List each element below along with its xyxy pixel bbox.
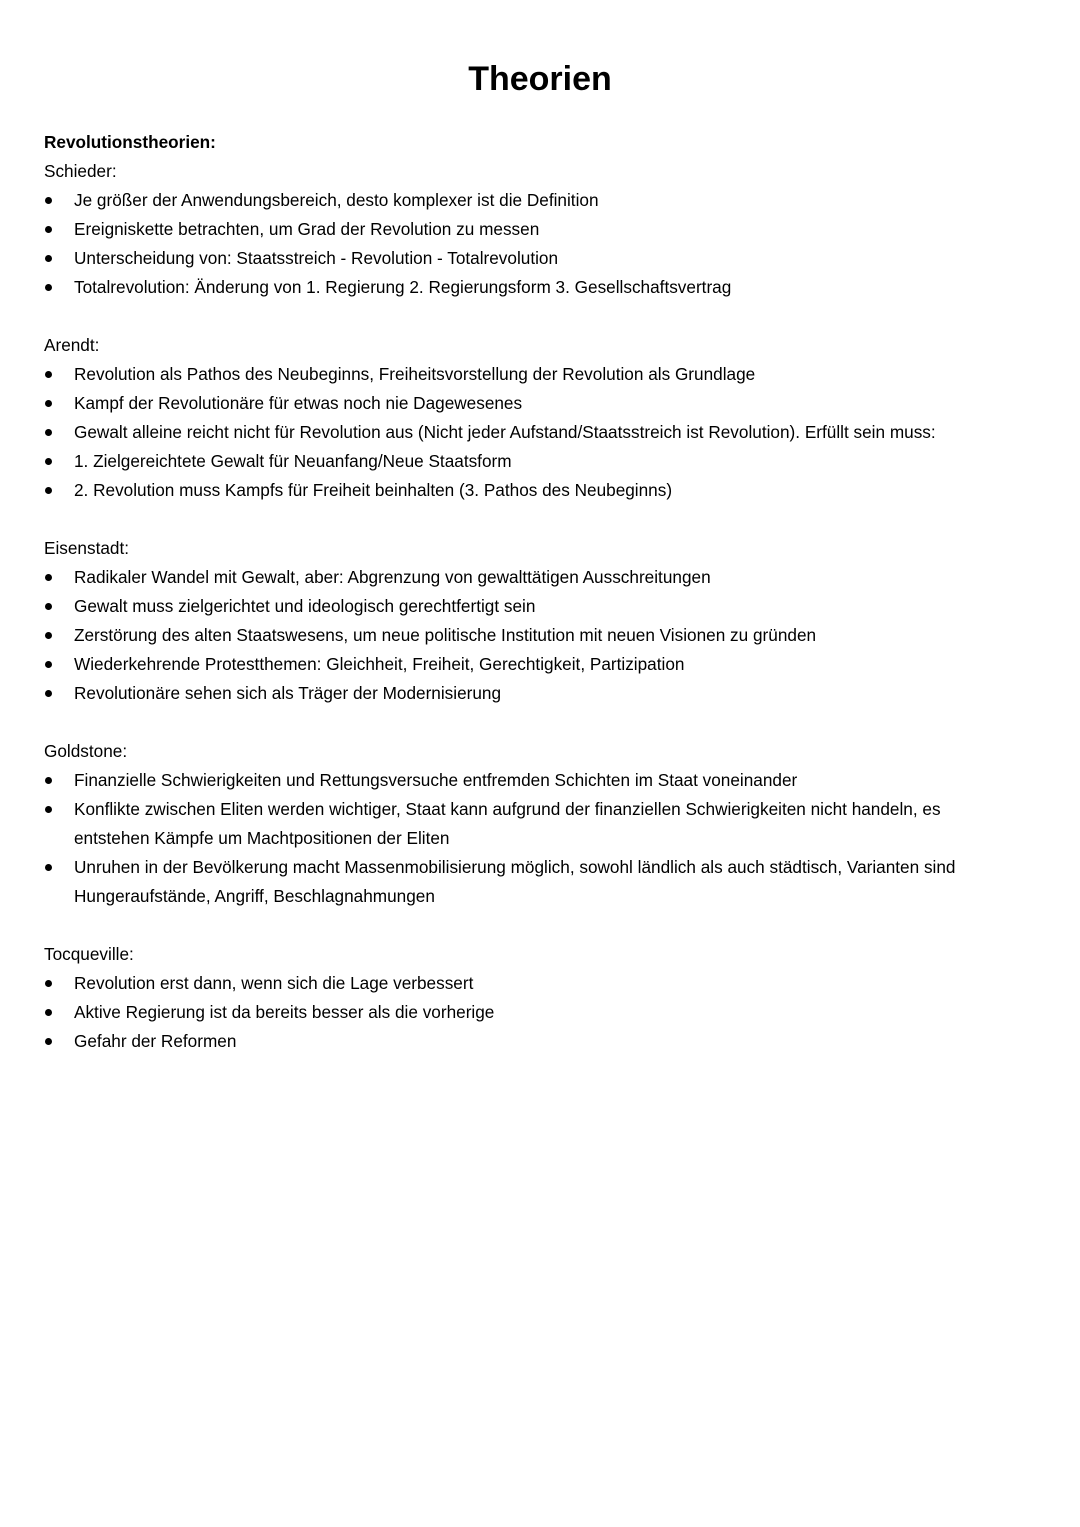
list-item-text: Zerstörung des alten Staatswesens, um neue politische Institution mit neuen Visionen zu gründen [74,625,817,645]
list-item [44,389,1004,418]
list-item [44,273,1004,302]
list-item [44,592,1004,621]
list-item-text: Finanzielle Schwierigkeiten und Rettungsversuche entfremden Schichten im Staat voneinander [74,770,798,790]
list-item [44,476,1004,505]
list-item [44,853,1004,911]
bullet-icon [45,197,52,204]
list-item-text: Revolution als Pathos des Neubeginns, Freiheitsvorstellung der Revolution als Grundlage [74,364,756,384]
bullet-icon [45,255,52,262]
bullet-icon [45,458,52,465]
bullet-icon [45,400,52,407]
section-goldstone [44,737,1004,911]
list-item [44,969,1004,998]
section-tocqueville [44,940,1004,1056]
list-item-text: Ereigniskette betrachten, um Grad der Revolution zu messen [74,219,540,239]
bullet-icon [45,777,52,784]
section-schieder [44,157,1004,302]
bullet-list [44,360,1004,505]
list-item-text: 2. Revolution muss Kampfs für Freiheit beinhalten (3. Pathos des Neubeginns) [74,480,673,500]
bullet-list [44,563,1004,708]
bullet-icon [45,226,52,233]
section-label: Arendt: [44,335,100,355]
list-item [44,447,1004,476]
bullet-list [44,186,1004,302]
bullet-list [44,969,1004,1056]
document-content [44,128,1004,1056]
bullet-icon [45,574,52,581]
bullet-icon [45,284,52,291]
list-item-text: Unruhen in der Bevölkerung macht Massenmobilisierung möglich, sowohl ländlich als auch städtisch, Varianten sind Hungeraufstände, Angriff, Beschlagnahmungen [74,857,956,906]
bullet-icon [45,661,52,668]
list-item-text: Kampf der Revolutionäre für etwas noch nie Dagewesenes [74,393,523,413]
bullet-icon [45,864,52,871]
list-item-text: Radikaler Wandel mit Gewalt, aber: Abgrenzung von gewalttätigen Ausschreitungen [74,567,711,587]
list-item [44,766,1004,795]
section-label: Eisenstadt: [44,538,130,558]
section-label: Goldstone: [44,741,128,761]
list-item [44,186,1004,215]
list-item-text: Totalrevolution: Änderung von 1. Regierung 2. Regierungsform 3. Gesellschaftsvertrag [74,277,732,297]
list-item-text: Unterscheidung von: Staatsstreich - Revolution - Totalrevolution [74,248,559,268]
bullet-list [44,766,1004,911]
list-item [44,998,1004,1027]
list-item-text: Gewalt alleine reicht nicht für Revolution aus (Nicht jeder Aufstand/Staatsstreich ist Revolution). Erfüllt sein muss: [74,422,936,442]
list-item-text: Gewalt muss zielgerichtet und ideologisch gerechtfertigt sein [74,596,536,616]
bullet-icon [45,429,52,436]
bullet-icon [45,690,52,697]
list-item-text: Revolutionäre sehen sich als Träger der Modernisierung [74,683,502,703]
bullet-icon [45,1038,52,1045]
list-item [44,215,1004,244]
section-label: Tocqueville: [44,944,134,964]
section-label: Schieder: [44,161,117,181]
list-item-text: Konflikte zwischen Eliten werden wichtiger, Staat kann aufgrund der finanziellen Schwierigkeiten nicht handeln, es entstehen Kämpfe um Machtpositionen der Eliten [74,799,941,848]
list-item-text: Wiederkehrende Protestthemen: Gleichheit, Freiheit, Gerechtigkeit, Partizipation [74,654,685,674]
list-item-text: Revolution erst dann, wenn sich die Lage verbessert [74,973,474,993]
bullet-icon [45,632,52,639]
section-arendt [44,331,1004,505]
bullet-icon [45,980,52,987]
list-item-text: Je größer der Anwendungsbereich, desto komplexer ist die Definition [74,190,599,210]
list-item [44,563,1004,592]
list-item [44,795,1004,853]
bullet-icon [45,487,52,494]
bullet-icon [45,603,52,610]
bullet-icon [45,1009,52,1016]
list-item-text: Gefahr der Reformen [74,1031,237,1051]
list-item [44,418,1004,447]
list-item-text: 1. Zielgereichtete Gewalt für Neuanfang/Neue Staatsform [74,451,512,471]
list-item [44,650,1004,679]
bullet-icon [45,371,52,378]
list-item [44,621,1004,650]
section-eisenstadt [44,534,1004,708]
list-item [44,360,1004,389]
list-item [44,679,1004,708]
list-item [44,244,1004,273]
page-title: Theorien [468,60,612,98]
list-item [44,1027,1004,1056]
list-item-text: Aktive Regierung ist da bereits besser als die vorherige [74,1002,495,1022]
section-heading: Revolutionstheorien: [44,132,216,152]
bullet-icon [45,806,52,813]
